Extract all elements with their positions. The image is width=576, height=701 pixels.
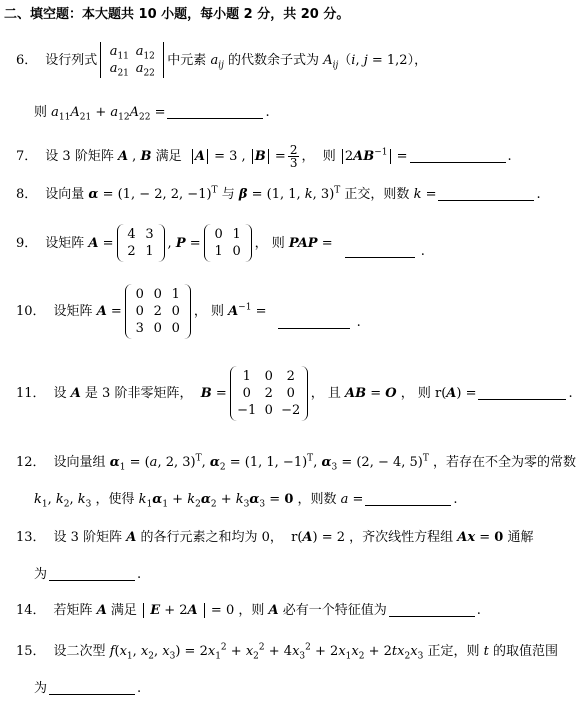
answer-blank-12[interactable] [365, 493, 451, 506]
question-13-number: 13． [16, 530, 46, 545]
question-11-matrix-b: 1 0 2 0 2 0 −1 0 −2 [230, 366, 308, 421]
question-8: 8． 设向量 α = (1, − 2, 2, −1)$^T$ 与 β = (1, 1, k, 3)$^T$ 正交，则数 k = . [16, 185, 541, 202]
question-10-number: 10． [16, 304, 46, 319]
question-13-line-1: 13． 设 3 阶矩阵 A 的各行元素之和均为 0， r(A) = 2 ，齐次线性方程组 Ax = 0 通解 [16, 530, 534, 545]
answer-blank-13[interactable] [49, 568, 135, 581]
answer-blank-10[interactable] [278, 316, 350, 329]
answer-blank-15[interactable] [49, 682, 135, 695]
question-9-number: 9． [16, 235, 38, 251]
question-6-lead: 设行列式 [45, 52, 98, 68]
answer-blank-6[interactable] [167, 106, 263, 119]
question-6-after: 的代数余子式为 [228, 52, 320, 68]
question-9-matrix-a: 4 3 2 1 [117, 224, 165, 262]
question-12-line-1: 12． 设向量组 $\alpha_1 = (a$, 2, 3)$^T$, $\alpha_2 = (1$, 1, −1)$^T$, $\alpha_3 = (2$, − 4, 5)$^T$ ，若存在不全为零的常数 [16, 453, 576, 473]
question-10: 10． 设矩阵 A = 0 0 1 0 2 0 3 0 0 ， 则 $A^{-1}$ = . [16, 284, 361, 339]
question-6-number: 6． [16, 52, 38, 68]
answer-blank-7[interactable] [410, 150, 506, 163]
question-13-line-2: 为 . [34, 567, 142, 582]
question-8-number: 8． [16, 187, 38, 202]
question-11-number: 11． [16, 386, 46, 401]
question-7-number: 7． [16, 149, 38, 164]
question-6-line-1: 6． 设行列式 $a_{11}$ $a_{12}$ $a_{21}$ $a_{22}$ 中元素 $a_{ij}$ 的代数余子式为 $A_{ij}$ （i, j = 1,2）， [16, 44, 428, 79]
question-9: 9． 设矩阵 A = 4 3 2 1 , P = 0 1 1 0 ， 则 PAP = . [16, 224, 425, 262]
question-6-mid: 中元素 [167, 52, 207, 68]
answer-blank-8[interactable] [438, 188, 534, 201]
question-7: 7． 设 3 阶矩阵 A , B 满足 A = 3 , B = $\frac{2}{3}$ ， 则 $2AB^{-1}$ = . [16, 143, 512, 170]
question-15-line-2: 为 . [34, 681, 142, 696]
question-9-matrix-p: 0 1 1 0 [204, 224, 252, 262]
question-12-number: 12． [16, 455, 46, 470]
answer-blank-11[interactable] [478, 387, 566, 400]
question-6-line-2: 则 $a_{11}A_{21} + a_{12}A_{22}$ = . [34, 105, 270, 123]
section-title: 二、填空题：本大题共 10 小题，每小题 2 分，共 20 分。 [4, 7, 350, 22]
question-14-number: 14． [16, 603, 46, 618]
question-7-fraction: $\frac{2}{3}$ [289, 143, 298, 170]
question-14: 14． 若矩阵 A 满足 E + 2A = 0 ，则 A 必有一个特征值为 . [16, 603, 481, 618]
question-15-line-1: 15． 设二次型 $f(x_1$, $x_2$, $x_3) = 2x_1^2 + x_2^2 + 4x_3^2 + 2x_1x_2 + 2tx_2x_3$ 正定，则 t 的取值范围 [16, 642, 558, 662]
question-10-matrix-a: 0 0 1 0 2 0 3 0 0 [125, 284, 191, 339]
answer-blank-14[interactable] [389, 604, 475, 617]
question-6-determinant: $a_{11}$ $a_{12}$ $a_{21}$ $a_{22}$ [100, 42, 164, 78]
question-12-line-2: $k_1$, $k_2$, $k_3$ ，使得 $k_1\alpha_1 + k_2\alpha_2 + k_3\alpha_3 = 0$ ，则数 a = . [34, 492, 458, 510]
question-15-number: 15． [16, 644, 46, 659]
answer-blank-9[interactable] [345, 245, 415, 258]
question-11: 11． 设 A 是 3 阶非零矩阵， B = 1 0 2 0 2 0 −1 0 −2 ， 且 AB = O ， 则 r(A) = . [16, 366, 573, 421]
